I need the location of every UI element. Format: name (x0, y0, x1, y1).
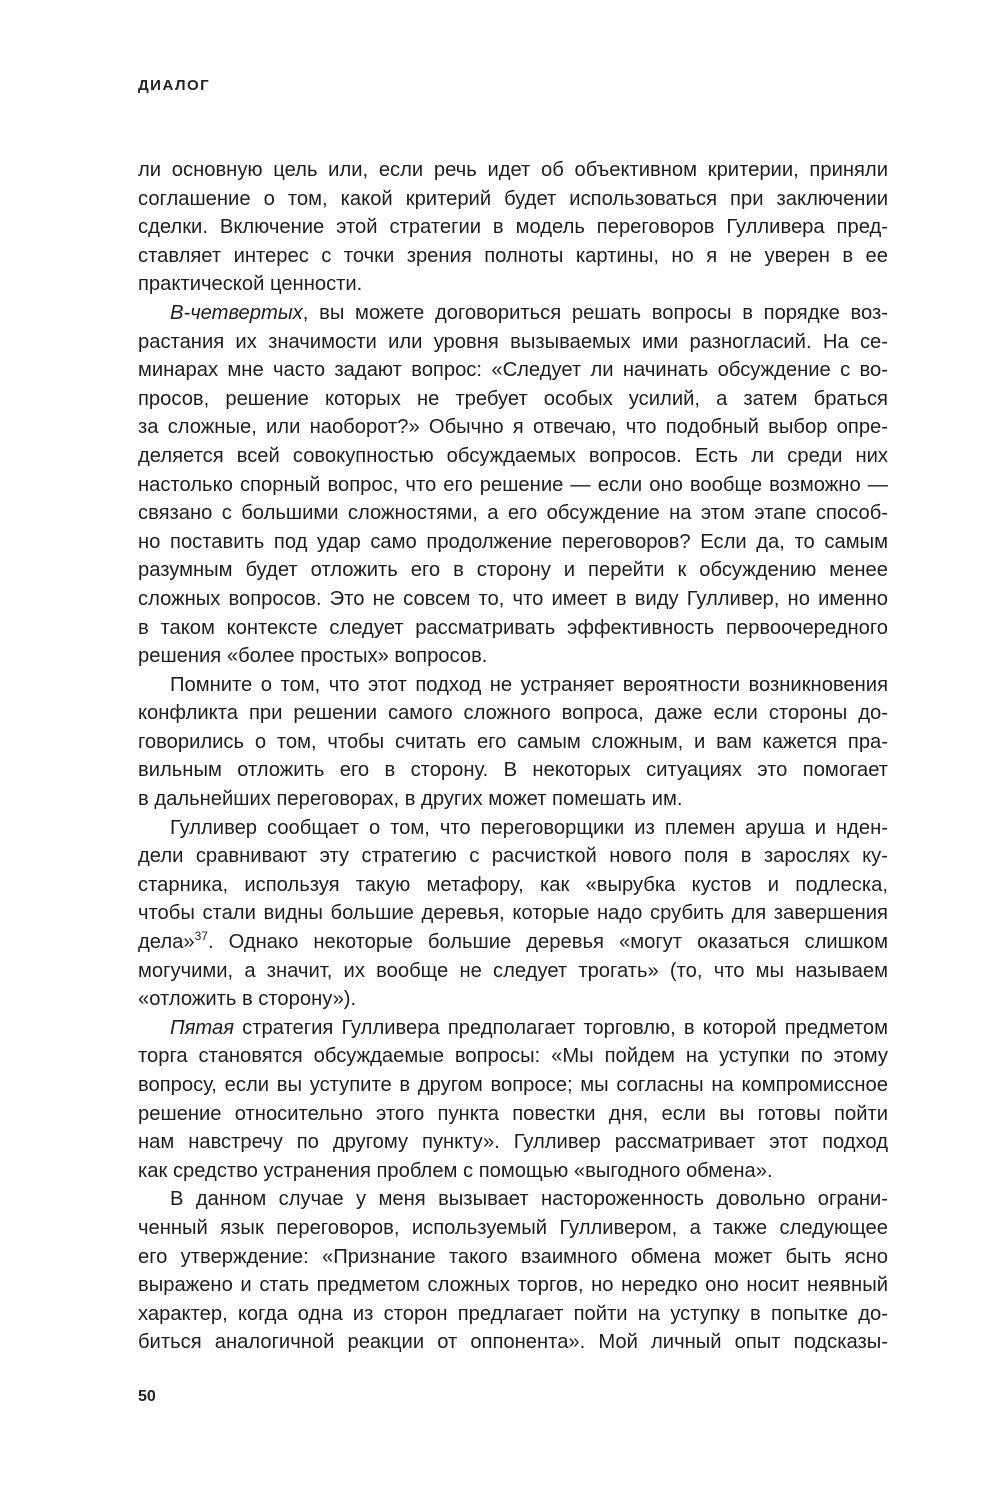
text-line: решение относительно этого пункта повестки дня, если вы готовы пойти (138, 1102, 888, 1125)
text-line: за сложные, или наоборот?» Обычно я отвечаю, что подобный выбор опре- (138, 416, 888, 439)
text-line: минарах мне часто задают вопрос: «Следует ли начинать обсуждение с во- (138, 359, 888, 382)
text-line: говорились о том, чтобы считать его самым сложным, и вам кажется пра- (138, 730, 888, 753)
text-line: практической ценности. (138, 273, 363, 296)
text-line: могучими, а значит, их вообще не следует трогать» (то, что мы называем (138, 959, 888, 982)
text-line (138, 1014, 888, 1043)
text-run: дела» (138, 931, 195, 954)
paragraph-3 (138, 671, 888, 814)
paragraph-1 (138, 156, 888, 299)
text-line: конфликта при решении самого сложного вопроса, даже если стороны до- (138, 702, 888, 725)
text-line (138, 928, 888, 957)
text-line: ли основную цель или, если речь идет об объективном критерии, приняли (138, 159, 888, 181)
text-line: как средство устранения проблем с помощью «выгодного обмена». (138, 1159, 773, 1182)
text-run: . Однако некоторые большие деревья «могут оказаться слишком (207, 931, 888, 954)
text-line: нам навстречу по другому пункту». Гулливер рассматривает этот подход (138, 1131, 888, 1154)
text-line: вопросу, если вы уступите в другом вопросе; мы согласны на компромиссное (138, 1074, 888, 1096)
text-line: просов, решение которых не требует особых усилий, а затем браться (138, 387, 888, 410)
paragraph-5 (138, 1014, 888, 1186)
text-line: растания их значимости или уровня вызываемых ими разногласий. На се- (138, 330, 888, 353)
text-line: характер, когда одна из сторон предлагает пойти на уступку в попытке до- (138, 1302, 888, 1325)
text-line: но поставить под удар само продолжение переговоров? Если да, то самым (138, 530, 888, 553)
italic-lead: В-четвертых (170, 301, 303, 324)
text-line: разумным будет отложить его в сторону и перейти к обсуждению менее (138, 559, 888, 582)
text-line: связано с большими сложностями, а его обсуждение на этом этапе способ- (138, 502, 888, 525)
paragraph-2 (138, 299, 888, 671)
text-line: в дальнейших переговорах, в других может помешать им. (138, 788, 683, 811)
italic-lead: Пятая (170, 1016, 235, 1039)
text-line: Помните о том, что этот подход не устраняет вероятности возникновения (170, 673, 888, 696)
text-line: в таком контексте следует рассматривать эффективность первоочередного (138, 616, 888, 639)
text-line: старника, используя такую метафору, как «вырубка кустов и подлеска, (138, 873, 888, 896)
text-line: ченный язык переговоров, используемый Гулливером, а также следующее (138, 1216, 888, 1239)
text-line: Гулливер сообщает о том, что переговорщики из племен аруша и нден- (170, 816, 888, 839)
text-line: соглашение о том, какой критерий будет использоваться при заключении (138, 187, 888, 210)
text-run: , вы можете договориться решать вопросы в порядке воз- (302, 301, 888, 324)
page-number: 50 (138, 1388, 156, 1405)
text-line: сложных вопросов. Это не совсем то, что имеет в виду Гулливер, но именно (138, 587, 888, 610)
running-head: ДИАЛОГ (138, 77, 211, 94)
text-line: дели сравнивают эту стратегию с расчисткой нового поля в зарослях ку- (138, 845, 888, 868)
text-line: биться аналогичной реакции от оппонента». Мой личный опыт подсказы- (138, 1331, 888, 1354)
paragraph-4 (138, 814, 888, 1014)
text-line: «отложить в сторону»). (138, 988, 357, 1011)
text-line: чтобы стали видны большие деревья, которые надо срубить для завершения (138, 902, 888, 925)
text-line: решения «более простых» вопросов. (138, 645, 488, 668)
text-line: В данном случае у меня вызывает настороженность довольно ограни- (170, 1188, 888, 1211)
text-line: выражено и стать предметом сложных торгов, но нередко оно носит неявный (138, 1274, 888, 1297)
text-run: стратегия Гулливера предполагает торговлю, в которой предметом (234, 1016, 888, 1039)
body-text (138, 156, 888, 1357)
footnote-reference[interactable]: 37 (194, 929, 208, 944)
text-line: торга становятся обсуждаемые вопросы: «Мы пойдем на уступки по этому (138, 1045, 888, 1068)
paragraph-6 (138, 1185, 888, 1357)
text-line: настолько спорный вопрос, что его решение — если оно вообще возможно — (138, 473, 888, 496)
text-line: сделки. Включение этой стратегии в модель переговоров Гулливера пред- (138, 216, 888, 239)
text-line: его утверждение: «Признание такого взаимного обмена может быть ясно (138, 1245, 888, 1268)
text-line: вильным отложить его в сторону. В некоторых ситуациях это помогает (138, 759, 888, 782)
text-line: деляется всей совокупностью обсуждаемых вопросов. Есть ли среди них (138, 444, 888, 467)
text-line: ставляет интерес с точки зрения полноты картины, но я не уверен в ее (138, 244, 888, 267)
text-line (138, 299, 888, 328)
